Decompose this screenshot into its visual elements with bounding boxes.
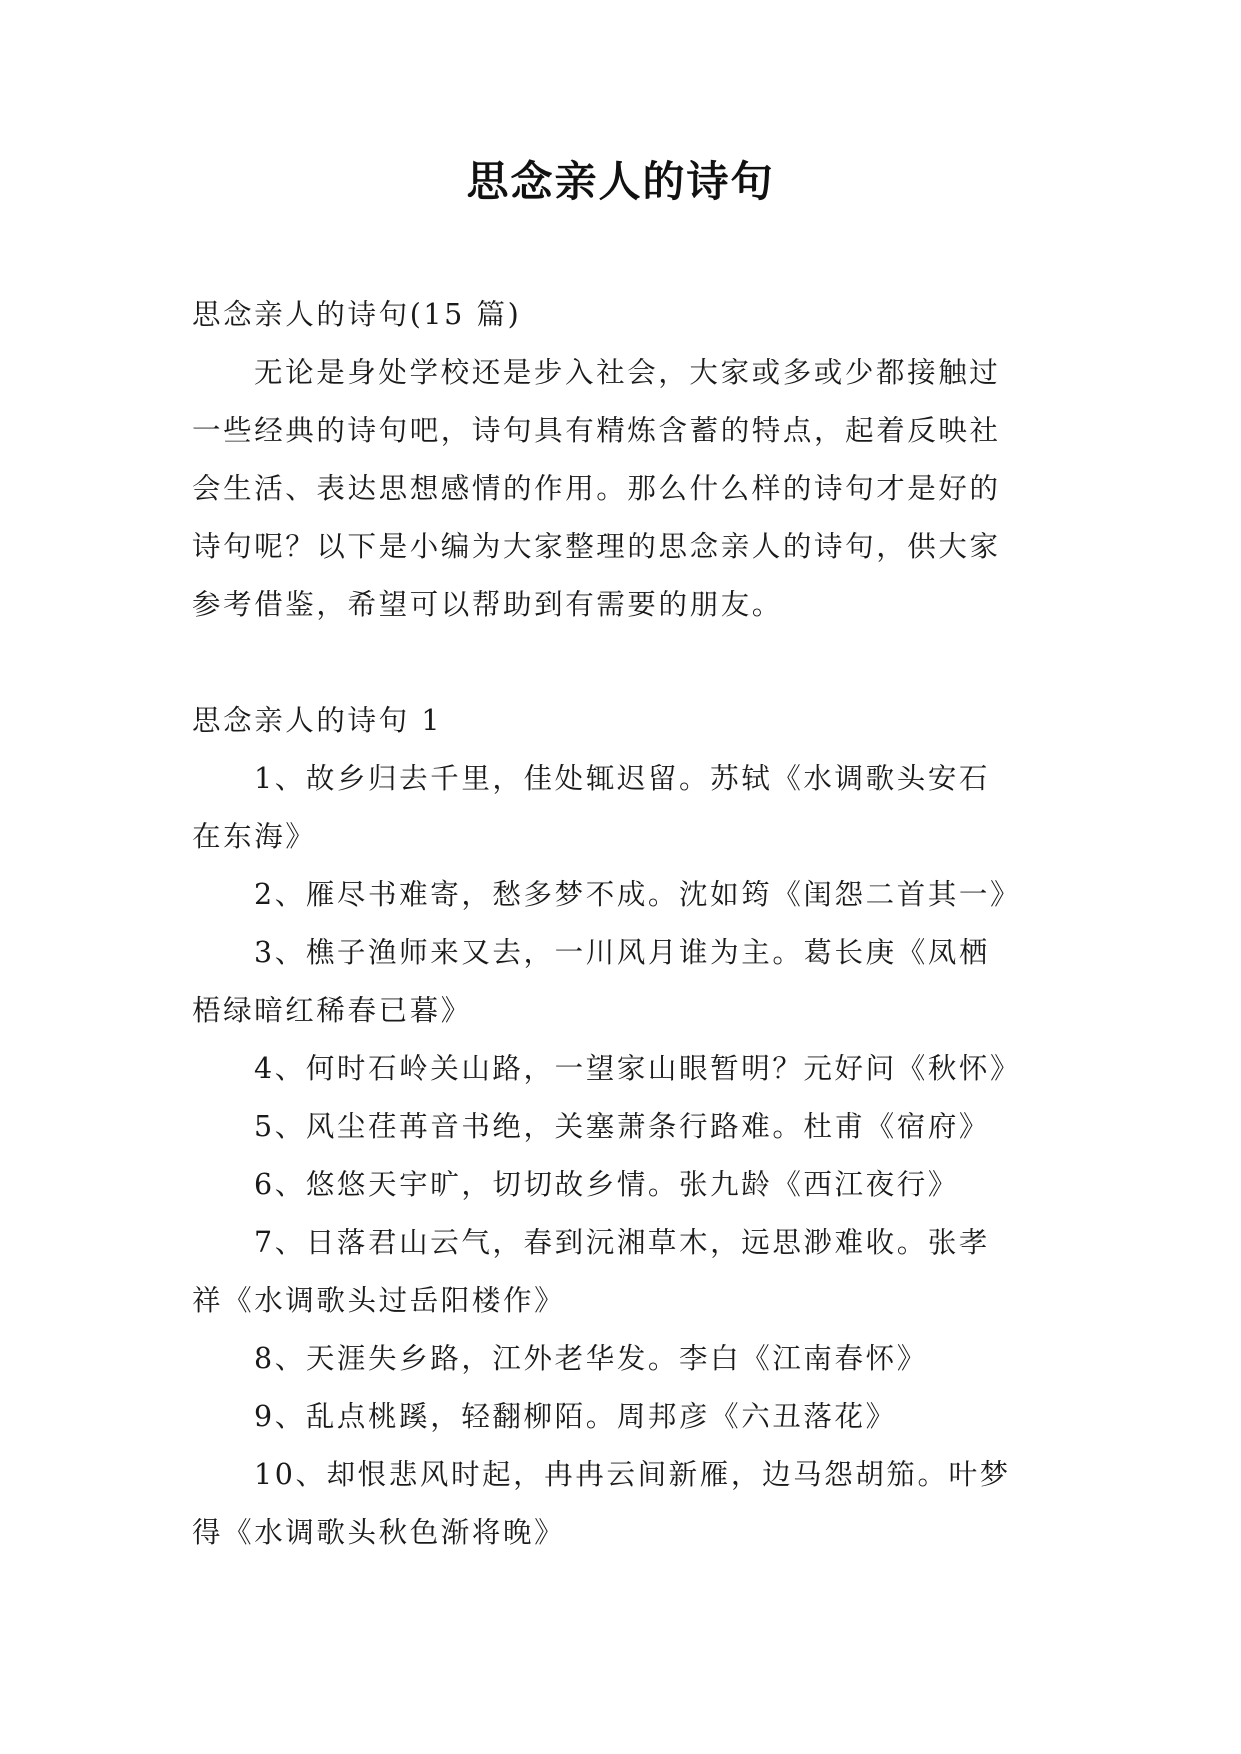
poem-item-line: 5、风尘荏苒音书绝，关塞萧条行路难。杜甫《宿府》 bbox=[254, 1110, 991, 1143]
poem-item-line: 梧绿暗红稀春已暮》 bbox=[192, 994, 472, 1027]
poem-item-line: 6、悠悠天宇旷，切切故乡情。张九龄《西江夜行》 bbox=[254, 1168, 959, 1201]
poem-item-line: 8、天涯失乡路，江外老华发。李白《江南春怀》 bbox=[254, 1342, 928, 1375]
subtitle: 思念亲人的诗句(15 篇) bbox=[192, 298, 522, 331]
poem-item-line: 在东海》 bbox=[192, 820, 317, 853]
poem-item-line: 1、故乡归去千里，佳处辄迟留。苏轼《水调歌头安石 bbox=[254, 762, 991, 795]
poem-item-line: 2、雁尽书难寄，愁多梦不成。沈如筠《闺怨二首其一》 bbox=[254, 878, 1022, 911]
poem-item-line: 7、日落君山云气，春到沅湘草木，远思渺难收。张孝 bbox=[254, 1226, 991, 1259]
intro-line: 诗句呢？以下是小编为大家整理的思念亲人的诗句，供大家 bbox=[192, 530, 1001, 563]
intro-line: 一些经典的诗句吧，诗句具有精炼含蓄的特点，起着反映社 bbox=[192, 414, 1001, 447]
poem-item-line: 9、乱点桃蹊，轻翻柳陌。周邦彦《六丑落花》 bbox=[254, 1400, 897, 1433]
poem-item-line: 10、却恨悲风时起，冉冉云间新雁，边马怨胡笳。叶梦 bbox=[254, 1458, 1011, 1491]
intro-line: 会生活、表达思想感情的作用。那么什么样的诗句才是好的 bbox=[192, 472, 1001, 505]
poem-item-line: 祥《水调歌头过岳阳楼作》 bbox=[192, 1284, 566, 1317]
page-title: 思念亲人的诗句 bbox=[466, 157, 775, 206]
poem-item-line: 得《水调歌头秋色渐将晚》 bbox=[192, 1516, 566, 1549]
document-body bbox=[192, 286, 1072, 1562]
paragraph-gap bbox=[192, 634, 1072, 692]
poem-item-line: 4、何时石岭关山路，一望家山眼暂明？元好问《秋怀》 bbox=[254, 1052, 1022, 1085]
intro-line: 无论是身处学校还是步入社会，大家或多或少都接触过 bbox=[254, 356, 1001, 389]
section-heading: 思念亲人的诗句 1 bbox=[192, 704, 443, 737]
poem-item-line: 3、樵子渔师来又去，一川风月谁为主。葛长庚《凤栖 bbox=[254, 936, 991, 969]
intro-line: 参考借鉴，希望可以帮助到有需要的朋友。 bbox=[192, 588, 783, 621]
